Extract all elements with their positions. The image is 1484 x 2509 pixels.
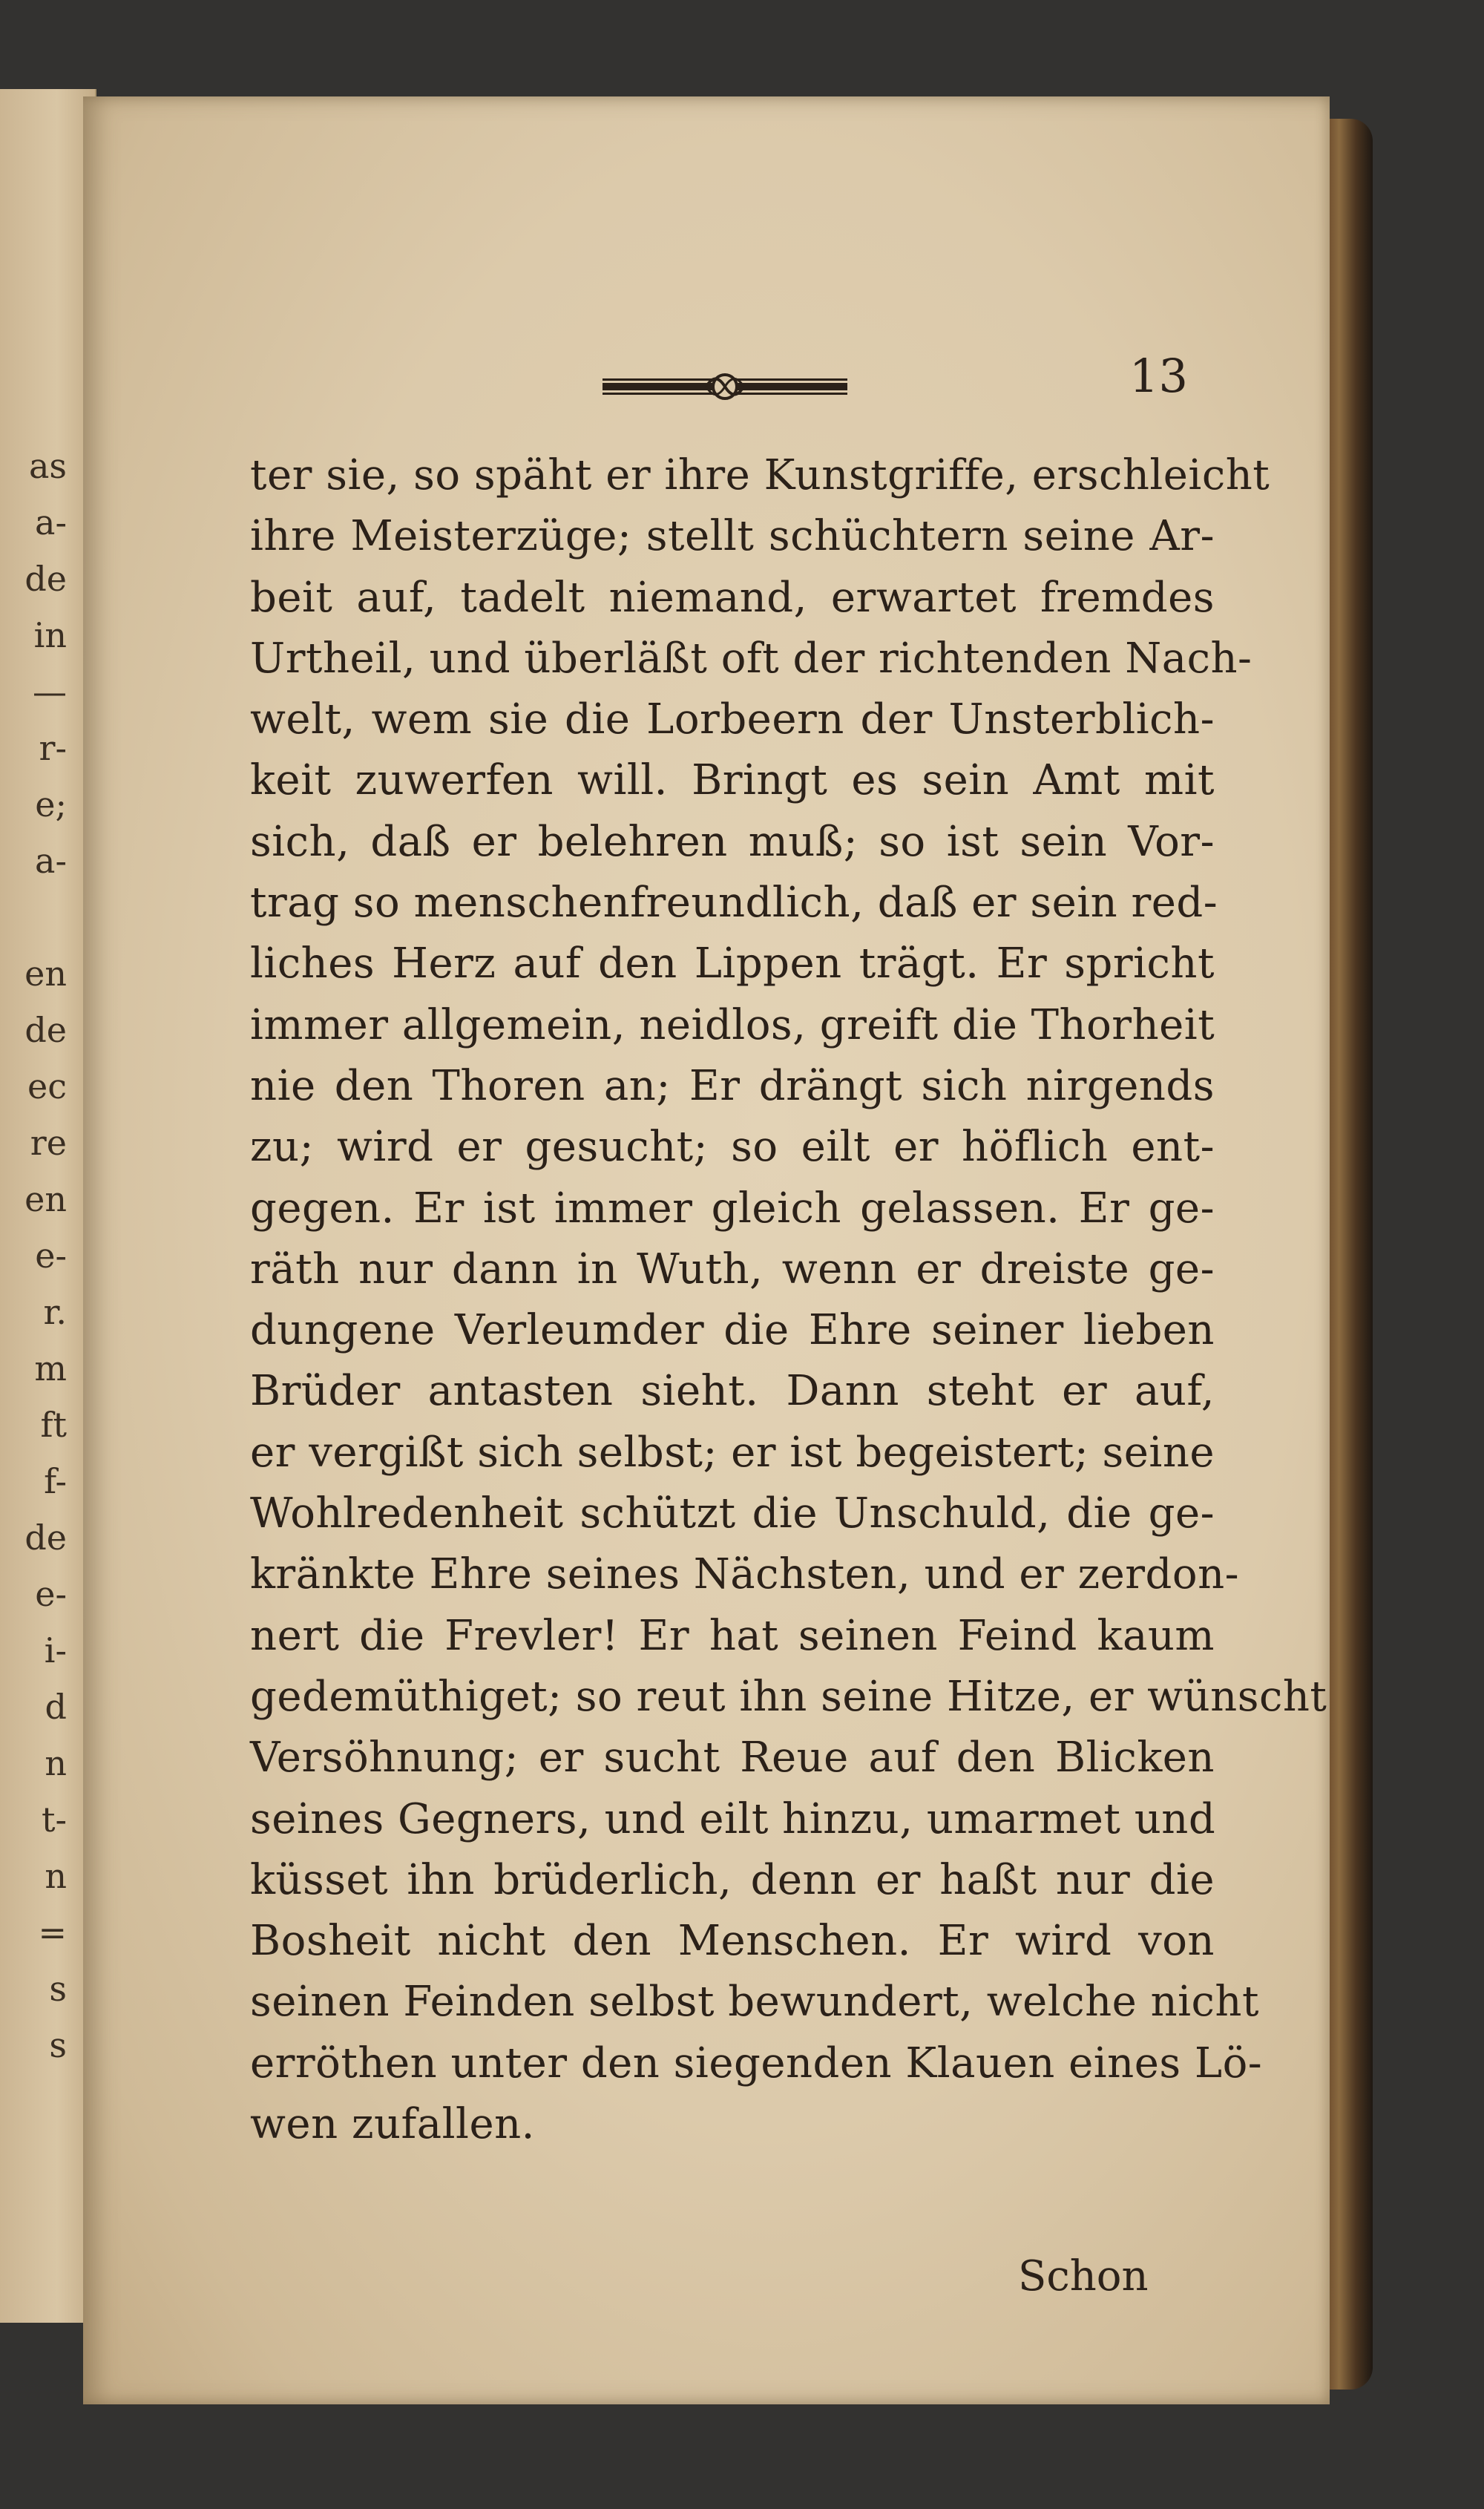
fragment: de bbox=[24, 559, 67, 599]
fragment: ft bbox=[40, 1405, 67, 1445]
fragment: = bbox=[38, 1912, 67, 1952]
fragment: n bbox=[45, 1743, 67, 1783]
text-line: welt, wem sie die Lorbeern der Unsterblich- bbox=[250, 695, 1215, 744]
fragment: f- bbox=[44, 1461, 67, 1501]
ornament-divider-icon bbox=[603, 364, 847, 408]
text-line: ter sie, so späht er ihre Kunstgriffe, erschleicht bbox=[250, 451, 1270, 499]
text-line: ihre Meisterzüge; stellt schüchtern seine Ar- bbox=[250, 512, 1215, 561]
text-line: Brüder antasten sieht. Dann steht er auf, bbox=[250, 1367, 1215, 1416]
text-line: zu; wird er gesucht; so eilt er höflich ent- bbox=[250, 1123, 1215, 1172]
fragment bbox=[0, 889, 67, 945]
fragment: n bbox=[45, 1856, 67, 1896]
fragment: a- bbox=[35, 502, 67, 542]
text-line: gegen. Er ist immer gleich gelassen. Er ge- bbox=[250, 1184, 1215, 1233]
text-line: seinen Feinden selbst bewundert, welche nicht bbox=[250, 1978, 1259, 2027]
fragment: a- bbox=[35, 841, 67, 881]
fragment: re bbox=[30, 1123, 67, 1163]
fragment: en bbox=[24, 1179, 67, 1219]
fragment: s bbox=[49, 1969, 67, 2009]
fragment: r- bbox=[39, 728, 67, 768]
fragment: e- bbox=[35, 1574, 67, 1614]
fragment: r. bbox=[43, 1292, 67, 1332]
fragment: in bbox=[33, 615, 67, 655]
text-line: trag so menschenfreundlich, daß er sein red- bbox=[250, 879, 1218, 928]
text-line: Bosheit nicht den Menschen. Er wird von bbox=[250, 1917, 1215, 1966]
facing-page-text-fragments bbox=[0, 438, 67, 2073]
text-line: dungene Verleumder die Ehre seiner lieben bbox=[250, 1306, 1215, 1355]
page-number: 13 bbox=[1129, 349, 1188, 403]
fragment: d bbox=[45, 1687, 67, 1727]
fragment: m bbox=[34, 1348, 67, 1388]
text-line: küsset ihn brüderlich, denn er haßt nur die bbox=[250, 1855, 1215, 1904]
text-line: Versöhnung; er sucht Reue auf den Blicken bbox=[250, 1734, 1215, 1782]
fragment: i- bbox=[44, 1630, 67, 1670]
text-line: nert die Frevler! Er hat seinen Feind kaum bbox=[250, 1611, 1215, 1660]
book-page bbox=[83, 96, 1330, 2404]
fragment: — bbox=[33, 672, 67, 712]
fragment: e; bbox=[35, 784, 67, 824]
text-line: immer allgemein, neidlos, greift die Thorheit bbox=[250, 1000, 1215, 1049]
catchword: Schon bbox=[1018, 2252, 1149, 2300]
fragment: en bbox=[24, 954, 67, 994]
facing-page-edge bbox=[0, 89, 96, 2323]
text-line: liches Herz auf den Lippen trägt. Er spricht bbox=[250, 939, 1215, 988]
text-line: kränkte Ehre seines Nächsten, und er zerdon- bbox=[250, 1550, 1240, 1599]
text-line: beit auf, tadelt niemand, erwartet fremdes bbox=[250, 573, 1215, 622]
text-line: gedemüthiget; so reut ihn seine Hitze, er wünscht bbox=[250, 1672, 1327, 1721]
fragment: e- bbox=[35, 1236, 67, 1276]
fragment: de bbox=[24, 1518, 67, 1558]
body-text bbox=[250, 445, 1327, 2155]
text-line: nie den Thoren an; Er drängt sich nirgends bbox=[250, 1061, 1215, 1110]
fragment: s bbox=[49, 2025, 67, 2065]
fragment: de bbox=[24, 1010, 67, 1050]
text-line: räth nur dann in Wuth, wenn er dreiste ge- bbox=[250, 1244, 1215, 1293]
text-line: erröthen unter den siegenden Klauen eines Lö- bbox=[250, 2039, 1263, 2087]
text-line: sich, daß er belehren muß; so ist sein Vor- bbox=[250, 817, 1215, 866]
fragment: ec bbox=[27, 1066, 67, 1106]
text-line: keit zuwerfen will. Bringt es sein Amt mit bbox=[250, 756, 1215, 805]
text-line: er vergißt sich selbst; er ist begeistert; seine bbox=[250, 1428, 1215, 1477]
text-line: Wohlredenheit schützt die Unschuld, die ge- bbox=[250, 1489, 1215, 1538]
text-line: Urtheil, und überläßt oft der richtenden Nach- bbox=[250, 634, 1252, 683]
fragment: as bbox=[28, 446, 67, 486]
fragment: t- bbox=[41, 1800, 67, 1840]
text-line: wen zufallen. bbox=[250, 2100, 535, 2149]
text-line: seines Gegners, und eilt hinzu, umarmet und bbox=[250, 1794, 1216, 1843]
